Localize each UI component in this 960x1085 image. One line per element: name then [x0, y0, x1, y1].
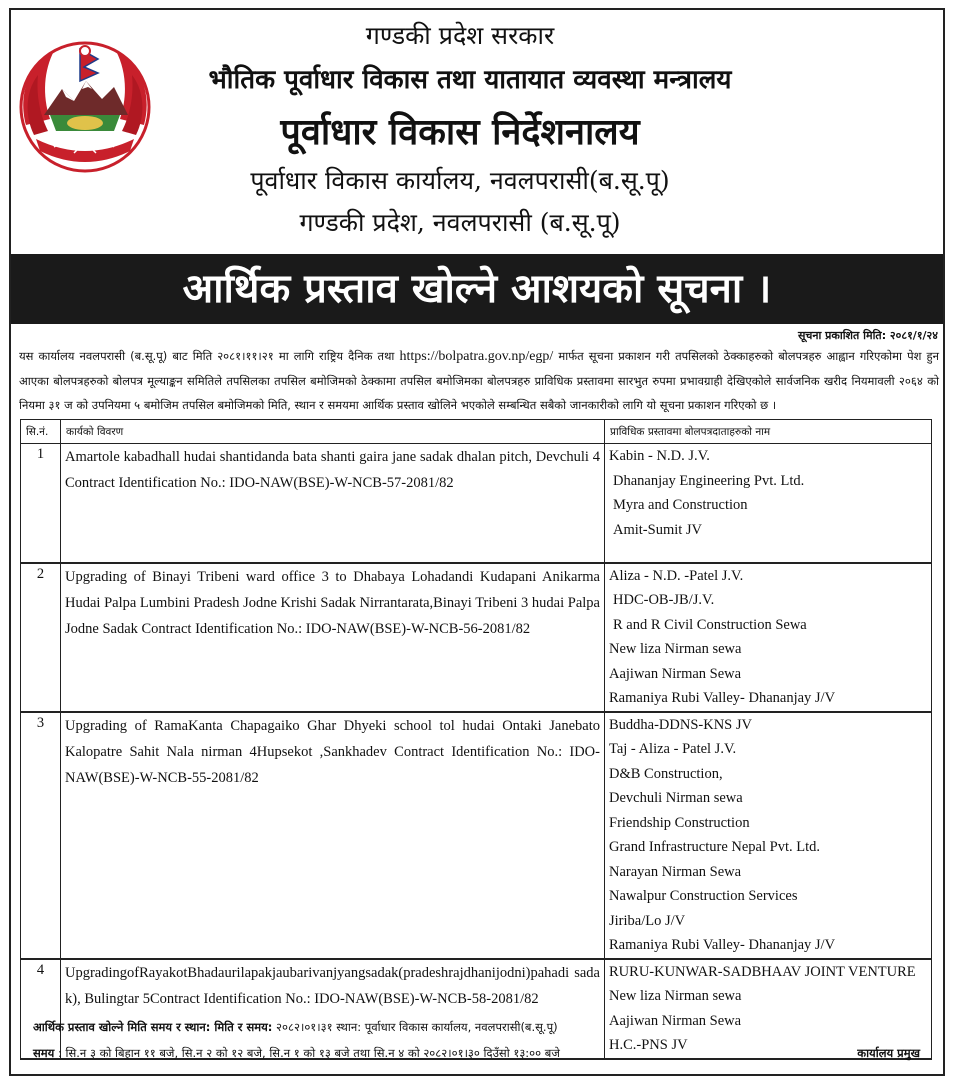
bidder-name: Myra and Construction [613, 497, 748, 513]
bidder-name: Friendship Construction [609, 814, 750, 831]
office-location-heading: गण्डकी प्रदेश, नवलपरासी (ब.सू.पू) [299, 208, 621, 237]
row-bidders [605, 959, 932, 1059]
bidder-name: Devchuli Nirman sewa [609, 790, 743, 806]
row-description: UpgradingofRayakotBhadaurilapakjaubarivanjyangsadak(pradeshrajdhanijodni)pahadi sadak), Bulingtar 5Contract Identification No.: IDO-NAW(BSE)-W-NCB-58-2081/82 [61, 959, 605, 1059]
row-bidders [605, 444, 932, 563]
directorate-heading: पूर्वाधार विकास निर्देशनालय [280, 111, 640, 153]
table-row [21, 959, 932, 1059]
table-row [21, 563, 932, 712]
intro-text-2: मार्फत सूचना प्रकाशन गरी तपसिलको ठेक्काहरुको बोलपत्रहरु आह्वान गरिएकोमा पेश हुन आएका बोलपत्रहरुको बोलपत्र मूल्याङ्कन समितिले तपसिलका तपसिल बमोजिमको ठेक्कामा तपसिल बमोजिमका बोलपत्रहरु प्राविधिक प्रस्तावमा सारभुत रुपमा प्रभावग्राही देखिएकोले सार्वजनिक खरीद नियमावली २०६४ को नियमा ३१ ज को उपनियमा ५ बमोजिम तपसिल बमोजिमको मिति, स्थान र समयमा आर्थिक प्रस्ताव खोलिने भएकोले सम्बन्धित सबैको जानकारीको लागि यो सूचना प्रकाशन गरिएको छ । [19, 349, 939, 412]
time-value: : सि.न ३ को बिहान ११ बजे, सि.न २ को १२ बजे, सि.न १ को १३ बजे तथा सि.न ४ को २०८२।०१।३० दिउँसो १३:०० बजे [54, 1046, 560, 1060]
bidder-name: D&B Construction, [609, 765, 723, 782]
header-sn: सि.नं. [21, 420, 61, 444]
province-government-heading: गण्डकी प्रदेश सरकार [365, 21, 555, 50]
opening-date-place [33, 1020, 558, 1035]
time-label: समय [33, 1046, 55, 1060]
office-chief-signature: कार्यालय प्रमुख [857, 1046, 920, 1060]
bidder-name: HDC-OB-JB/J.V. [613, 592, 715, 608]
row-bidders [605, 712, 932, 959]
intro-text-1: यस कार्यालय नवलपरासी (ब.सू.पू) बाट मिति २०८१।११।२१ मा लागि राष्ट्रिय दैनिक तथा [19, 349, 400, 363]
published-date: सूचना प्रकाशित मिति: २०८१/१/२४ [797, 329, 938, 342]
row-sn: 1 [21, 444, 61, 563]
bolpatra-link[interactable]: https://bolpatra.gov.np/egp/ [399, 349, 554, 364]
bidder-name: Kabin - N.D. J.V. [609, 448, 710, 464]
notice-title-banner: आर्थिक प्रस्ताव खोल्ने आशयको सूचना । [11, 254, 943, 324]
header-work-description: कार्यको विवरण [61, 420, 605, 444]
bidder-name: Taj - Aliza - Patel J.V. [609, 741, 737, 757]
row-sn: 4 [21, 959, 61, 1059]
row-description: Upgrading of RamaKanta Chapagaiko Ghar Dhyeki school tol hudai Ontaki Janebato Kalopatre Sahit Nala nirman 4Hupsekot ,Sankhadev Contract Identification No.: IDO-NAW(BSE)-W-NCB-55-2081/82 [61, 712, 605, 959]
bidder-name: Dhananjay Engineering Pvt. Ltd. [613, 472, 805, 489]
bidder-name: Jiriba/Lo J/V [609, 912, 686, 929]
row-sn: 2 [21, 563, 61, 712]
bidder-name: Amit-Sumit JV [613, 521, 703, 538]
opening-value: २०८२।०१।३१ स्थान: पूर्वाधार विकास कार्यालय, नवलपरासी(ब.सू.पू) [272, 1020, 558, 1034]
ministry-heading: भौतिक पूर्वाधार विकास तथा यातायात व्यवस्था मन्त्रालय [208, 65, 732, 95]
bidder-name: Ramaniya Rubi Valley- Dhananjay J/V [609, 937, 836, 953]
row-bidders [605, 563, 932, 712]
row-description: Amartole kabadhall hudai shantidanda bata shanti gaira jane sadak dhalan pitch, Devchuli 4 Contract Identification No.: IDO-NAW(BSE)-W-NCB-57-2081/82 [61, 444, 605, 563]
bidder-name: Aajiwan Nirman Sewa [609, 665, 742, 682]
header-bidders: प्राविधिक प्रस्तावमा बोलपत्रदाताहरुको नाम [605, 420, 932, 444]
opening-time [33, 1046, 560, 1061]
office-heading: पूर्वाधार विकास कार्यालय, नवलपरासी(ब.सू.पू) [250, 166, 670, 195]
bidder-name: New liza Nirman sewa [609, 641, 742, 657]
table-row [21, 712, 932, 959]
bidder-name: RURU-KUNWAR-SADBHAAV JOINT VENTURE [609, 963, 916, 980]
bidder-name: New liza Nirman sewa [609, 988, 742, 1004]
bidder-name: R and R Civil Construction Sewa [613, 616, 807, 633]
bidder-name: Grand Infrastructure Nepal Pvt. Ltd. [609, 839, 820, 855]
row-sn: 3 [21, 712, 61, 959]
bidders-table [20, 419, 932, 1060]
bidder-name: Ramaniya Rubi Valley- Dhananjay J/V [609, 690, 836, 706]
row-description: Upgrading of Binayi Tribeni ward office 3 to Dhabaya Lohadandi Kudapani Anikarma Hudai Palpa Lumbini Pradesh Jodne Krishi Sadak Nirrantarata,Binayi Tribeni 3 hudai Palpa Jodne Sadak Contract Identification No.: IDO-NAW(BSE)-W-NCB-56-2081/82 [61, 563, 605, 712]
bidder-name: Nawalpur Construction Services [609, 888, 798, 904]
bidder-name: Narayan Nirman Sewa [609, 863, 742, 880]
bidder-name: Buddha-DDNS-KNS JV [609, 716, 752, 733]
bidder-name: Aajiwan Nirman Sewa [609, 1012, 742, 1029]
nepal-government-emblem-icon [14, 35, 156, 177]
bidder-name: H.C.-PNS JV [609, 1037, 688, 1053]
intro-paragraph [19, 344, 939, 417]
table-row [21, 444, 932, 563]
bidder-name: Aliza - N.D. -Patel J.V. [609, 567, 744, 584]
opening-label: आर्थिक प्रस्ताव खोल्ने मिति समय र स्थान: मिति र समय: [33, 1020, 273, 1034]
